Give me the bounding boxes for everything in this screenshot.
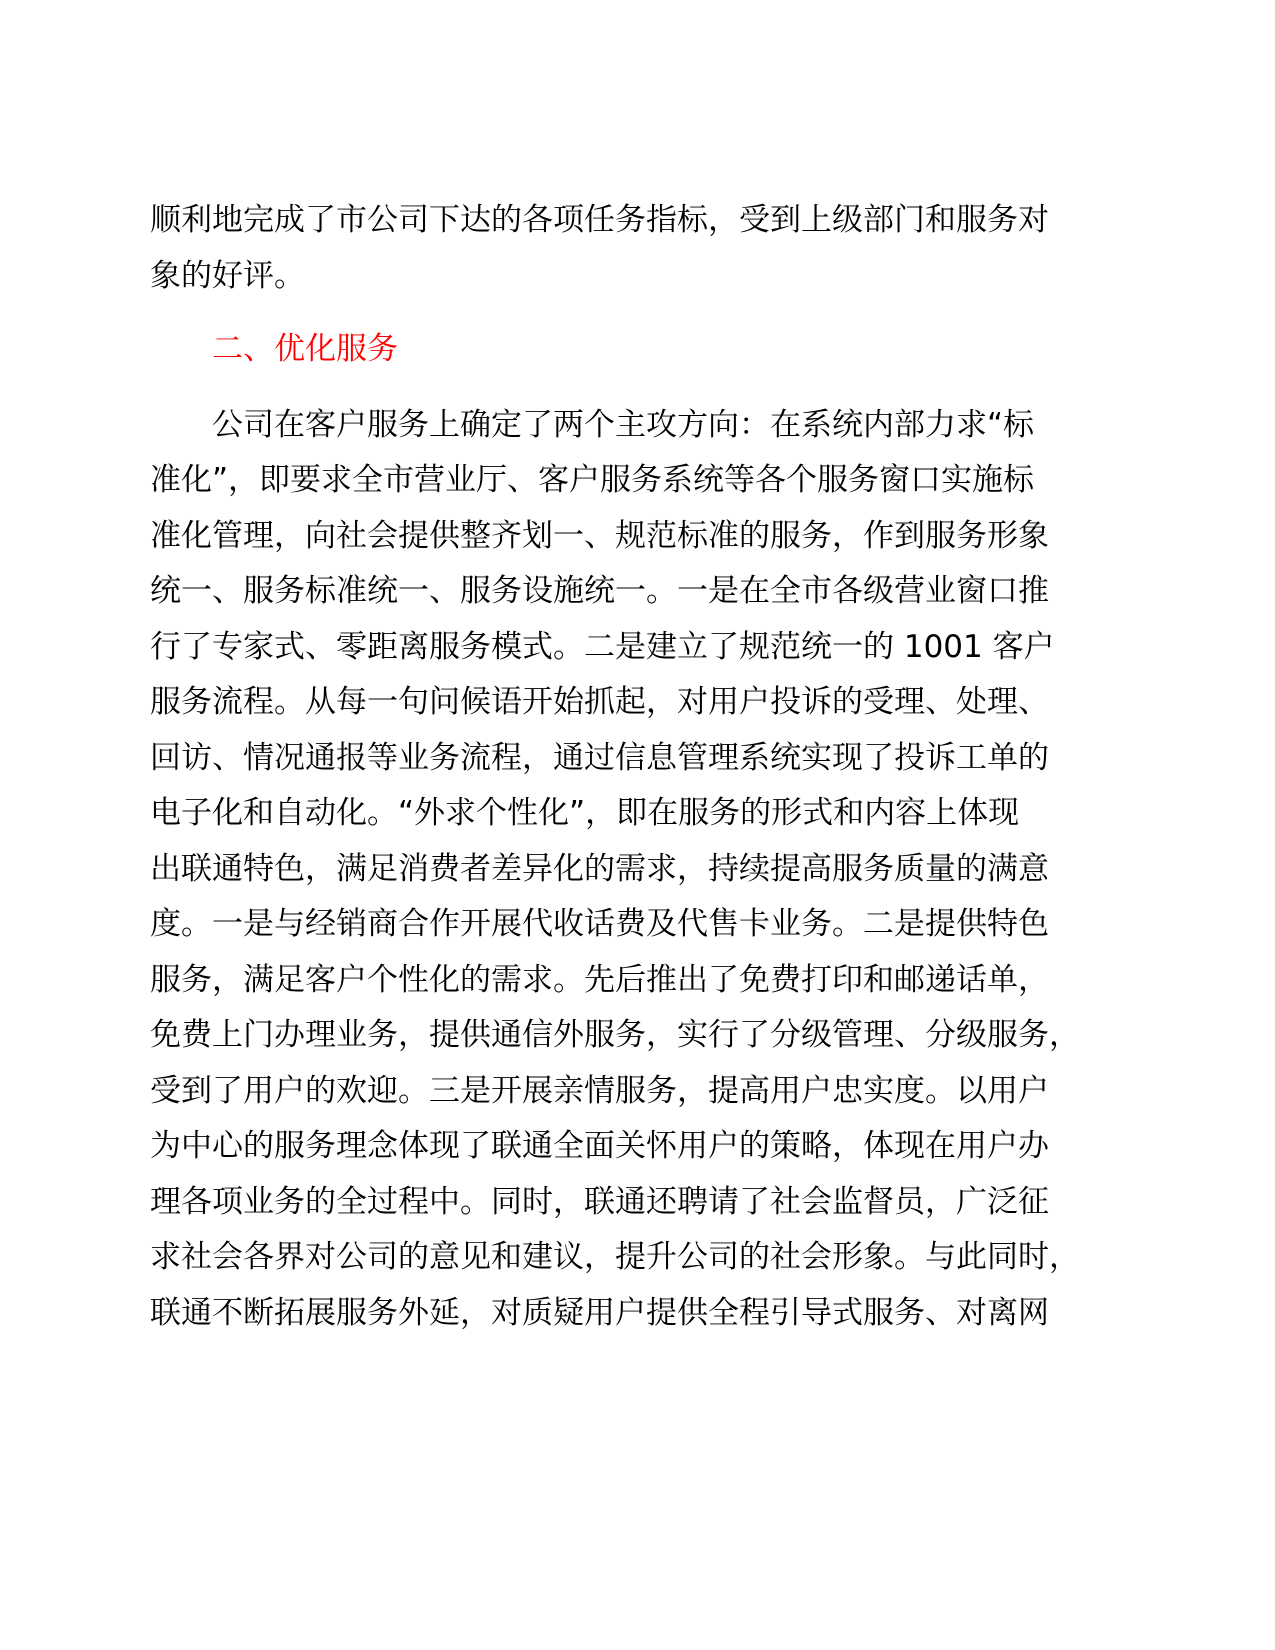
body-line-10: 度。一是与经销商合作开展代收话费及代售卡业务。二是提供特色	[150, 906, 1049, 942]
intro-line-2: 象的好评。	[150, 258, 305, 294]
body-line-6: 服务流程。从每一句问候语开始抓起，对用户投诉的受理、处理、	[150, 684, 1049, 720]
body-line-3: 准化管理，向社会提供整齐划一、规范标准的服务，作到服务形象	[150, 518, 1049, 554]
body-line-16: 求社会各界对公司的意见和建议，提升公司的社会形象。与此同时，	[150, 1239, 1080, 1275]
body-line-5: 行了专家式、零距离服务模式。二是建立了规范统一的 1001 客户	[150, 629, 1055, 665]
body-line-15: 理各项业务的全过程中。同时，联通还聘请了社会监督员，广泛征	[150, 1184, 1049, 1220]
body-line-1: 公司在客户服务上确定了两个主攻方向：在系统内部力求“标	[212, 407, 1035, 443]
body-line-14: 为中心的服务理念体现了联通全面关怀用户的策略，体现在用户办	[150, 1128, 1049, 1164]
body-line-17: 联通不断拓展服务外延，对质疑用户提供全程引导式服务、对离网	[150, 1295, 1049, 1331]
body-line-4: 统一、服务标准统一、服务设施统一。一是在全市各级营业窗口推	[150, 573, 1049, 609]
body-line-7: 回访、情况通报等业务流程，通过信息管理系统实现了投诉工单的	[150, 740, 1049, 776]
intro-line-1: 顺利地完成了市公司下达的各项任务指标，受到上级部门和服务对	[150, 202, 1049, 238]
section-heading: 二、优化服务	[212, 331, 398, 367]
body-line-12: 免费上门办理业务，提供通信外服务，实行了分级管理、分级服务，	[150, 1017, 1080, 1053]
body-line-9: 出联通特色，满足消费者差异化的需求，持续提高服务质量的满意	[150, 851, 1049, 887]
body-line-11: 服务，满足客户个性化的需求。先后推出了免费打印和邮递话单，	[150, 962, 1049, 998]
body-line-13: 受到了用户的欢迎。三是开展亲情服务，提高用户忠实度。以用户	[150, 1073, 1049, 1109]
document-page	[150, 0, 1110, 1650]
body-line-8: 电子化和自动化。“外求个性化”，即在服务的形式和内容上体现	[150, 795, 1020, 831]
body-line-2: 准化”，即要求全市营业厅、客户服务系统等各个服务窗口实施标	[150, 462, 1035, 498]
